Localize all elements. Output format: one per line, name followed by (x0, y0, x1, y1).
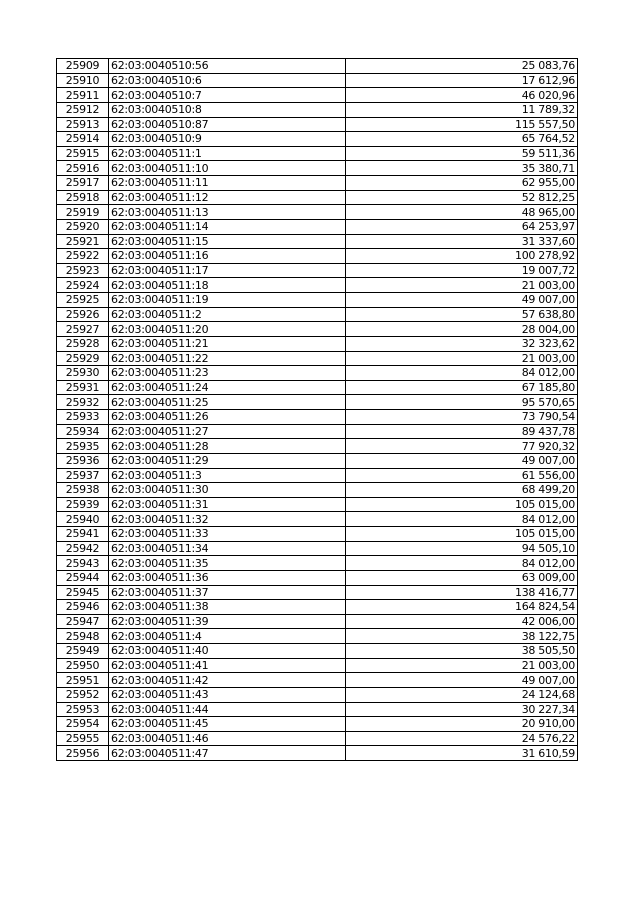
cadastral-value-cell: 63 009,00 (346, 570, 578, 585)
table-row (57, 278, 578, 293)
cadastral-number-cell: 62:03:0040511:16 (109, 249, 346, 264)
table-row (57, 717, 578, 732)
row-number-cell: 25948 (57, 629, 109, 644)
table-row (57, 453, 578, 468)
cadastral-number-cell: 62:03:0040511:36 (109, 570, 346, 585)
row-number-cell: 25947 (57, 614, 109, 629)
cadastral-value-cell: 38 505,50 (346, 644, 578, 659)
row-number-cell: 25928 (57, 336, 109, 351)
cadastral-value-cell: 25 083,76 (346, 59, 578, 74)
cadastral-value-cell: 19 007,72 (346, 263, 578, 278)
row-number-cell: 25934 (57, 424, 109, 439)
cadastral-value-cell: 77 920,32 (346, 439, 578, 454)
cadastral-number-cell: 62:03:0040511:26 (109, 410, 346, 425)
cadastral-value-cell: 49 007,00 (346, 673, 578, 688)
table-row (57, 731, 578, 746)
cadastral-value-table (56, 58, 578, 761)
cadastral-number-cell: 62:03:0040511:21 (109, 336, 346, 351)
cadastral-number-cell: 62:03:0040510:8 (109, 102, 346, 117)
table-row (57, 556, 578, 571)
cadastral-number-cell: 62:03:0040511:10 (109, 161, 346, 176)
row-number-cell: 25950 (57, 658, 109, 673)
row-number-cell: 25949 (57, 644, 109, 659)
row-number-cell: 25918 (57, 190, 109, 205)
table-row (57, 234, 578, 249)
cadastral-value-cell: 95 570,65 (346, 395, 578, 410)
row-number-cell: 25953 (57, 702, 109, 717)
row-number-cell: 25952 (57, 687, 109, 702)
table-row (57, 629, 578, 644)
row-number-cell: 25929 (57, 351, 109, 366)
cadastral-value-cell: 52 812,25 (346, 190, 578, 205)
cadastral-value-cell: 105 015,00 (346, 497, 578, 512)
row-number-cell: 25938 (57, 483, 109, 498)
cadastral-number-cell: 62:03:0040511:13 (109, 205, 346, 220)
table-row (57, 483, 578, 498)
row-number-cell: 25925 (57, 293, 109, 308)
table-row (57, 293, 578, 308)
table-row (57, 468, 578, 483)
row-number-cell: 25927 (57, 322, 109, 337)
table-row (57, 585, 578, 600)
cadastral-number-cell: 62:03:0040511:20 (109, 322, 346, 337)
table-row (57, 541, 578, 556)
cadastral-value-cell: 30 227,34 (346, 702, 578, 717)
table-row (57, 190, 578, 205)
row-number-cell: 25944 (57, 570, 109, 585)
cadastral-number-cell: 62:03:0040511:37 (109, 585, 346, 600)
table-row (57, 219, 578, 234)
row-number-cell: 25955 (57, 731, 109, 746)
cadastral-value-cell: 164 824,54 (346, 600, 578, 615)
cadastral-value-cell: 32 323,62 (346, 336, 578, 351)
table-row (57, 395, 578, 410)
cadastral-number-cell: 62:03:0040511:23 (109, 366, 346, 381)
row-number-cell: 25931 (57, 380, 109, 395)
cadastral-number-cell: 62:03:0040511:42 (109, 673, 346, 688)
table-row (57, 424, 578, 439)
cadastral-value-cell: 84 012,00 (346, 512, 578, 527)
cadastral-number-cell: 62:03:0040511:24 (109, 380, 346, 395)
table-row (57, 117, 578, 132)
row-number-cell: 25922 (57, 249, 109, 264)
cadastral-value-cell: 28 004,00 (346, 322, 578, 337)
row-number-cell: 25946 (57, 600, 109, 615)
cadastral-number-cell: 62:03:0040511:35 (109, 556, 346, 571)
row-number-cell: 25933 (57, 410, 109, 425)
cadastral-number-cell: 62:03:0040511:45 (109, 717, 346, 732)
cadastral-value-cell: 21 003,00 (346, 278, 578, 293)
cadastral-value-cell: 31 610,59 (346, 746, 578, 761)
cadastral-value-cell: 67 185,80 (346, 380, 578, 395)
cadastral-number-cell: 62:03:0040511:28 (109, 439, 346, 454)
row-number-cell: 25920 (57, 219, 109, 234)
table-row (57, 88, 578, 103)
table-row (57, 687, 578, 702)
cadastral-number-cell: 62:03:0040511:34 (109, 541, 346, 556)
cadastral-number-cell: 62:03:0040511:4 (109, 629, 346, 644)
row-number-cell: 25915 (57, 146, 109, 161)
cadastral-value-cell: 38 122,75 (346, 629, 578, 644)
row-number-cell: 25917 (57, 176, 109, 191)
cadastral-number-cell: 62:03:0040511:1 (109, 146, 346, 161)
table-row (57, 73, 578, 88)
table-row (57, 380, 578, 395)
cadastral-number-cell: 62:03:0040510:9 (109, 132, 346, 147)
row-number-cell: 25954 (57, 717, 109, 732)
cadastral-number-cell: 62:03:0040511:46 (109, 731, 346, 746)
table-row (57, 366, 578, 381)
cadastral-number-cell: 62:03:0040511:17 (109, 263, 346, 278)
row-number-cell: 25942 (57, 541, 109, 556)
row-number-cell: 25912 (57, 102, 109, 117)
cadastral-value-cell: 84 012,00 (346, 556, 578, 571)
table-row (57, 205, 578, 220)
row-number-cell: 25926 (57, 307, 109, 322)
cadastral-number-cell: 62:03:0040511:11 (109, 176, 346, 191)
row-number-cell: 25911 (57, 88, 109, 103)
row-number-cell: 25937 (57, 468, 109, 483)
table-row (57, 263, 578, 278)
row-number-cell: 25923 (57, 263, 109, 278)
cadastral-value-cell: 57 638,80 (346, 307, 578, 322)
table-row (57, 614, 578, 629)
row-number-cell: 25941 (57, 527, 109, 542)
cadastral-value-cell: 46 020,96 (346, 88, 578, 103)
table-row (57, 702, 578, 717)
table-row (57, 146, 578, 161)
cadastral-value-cell: 11 789,32 (346, 102, 578, 117)
table-row (57, 249, 578, 264)
row-number-cell: 25956 (57, 746, 109, 761)
cadastral-number-cell: 62:03:0040511:40 (109, 644, 346, 659)
row-number-cell: 25943 (57, 556, 109, 571)
cadastral-number-cell: 62:03:0040511:38 (109, 600, 346, 615)
cadastral-number-cell: 62:03:0040510:6 (109, 73, 346, 88)
cadastral-value-cell: 59 511,36 (346, 146, 578, 161)
cadastral-number-cell: 62:03:0040511:19 (109, 293, 346, 308)
table-row (57, 497, 578, 512)
row-number-cell: 25913 (57, 117, 109, 132)
cadastral-number-cell: 62:03:0040511:47 (109, 746, 346, 761)
table-row (57, 410, 578, 425)
table-row (57, 161, 578, 176)
cadastral-value-cell: 42 006,00 (346, 614, 578, 629)
cadastral-number-cell: 62:03:0040511:41 (109, 658, 346, 673)
cadastral-number-cell: 62:03:0040511:44 (109, 702, 346, 717)
table-row (57, 673, 578, 688)
cadastral-number-cell: 62:03:0040511:14 (109, 219, 346, 234)
cadastral-value-cell: 94 505,10 (346, 541, 578, 556)
table-body (57, 59, 578, 761)
cadastral-number-cell: 62:03:0040511:30 (109, 483, 346, 498)
cadastral-value-cell: 49 007,00 (346, 453, 578, 468)
cadastral-number-cell: 62:03:0040510:56 (109, 59, 346, 74)
cadastral-value-cell: 138 416,77 (346, 585, 578, 600)
cadastral-value-cell: 24 576,22 (346, 731, 578, 746)
cadastral-value-cell: 68 499,20 (346, 483, 578, 498)
cadastral-number-cell: 62:03:0040511:39 (109, 614, 346, 629)
cadastral-value-cell: 64 253,97 (346, 219, 578, 234)
cadastral-number-cell: 62:03:0040511:3 (109, 468, 346, 483)
table-row (57, 351, 578, 366)
row-number-cell: 25936 (57, 453, 109, 468)
table-row (57, 102, 578, 117)
cadastral-value-cell: 105 015,00 (346, 527, 578, 542)
cadastral-number-cell: 62:03:0040511:22 (109, 351, 346, 366)
cadastral-number-cell: 62:03:0040511:25 (109, 395, 346, 410)
cadastral-value-cell: 65 764,52 (346, 132, 578, 147)
table-row (57, 746, 578, 761)
cadastral-number-cell: 62:03:0040511:18 (109, 278, 346, 293)
row-number-cell: 25932 (57, 395, 109, 410)
cadastral-value-cell: 21 003,00 (346, 351, 578, 366)
cadastral-number-cell: 62:03:0040511:27 (109, 424, 346, 439)
row-number-cell: 25919 (57, 205, 109, 220)
row-number-cell: 25951 (57, 673, 109, 688)
table-row (57, 527, 578, 542)
row-number-cell: 25921 (57, 234, 109, 249)
cadastral-value-cell: 24 124,68 (346, 687, 578, 702)
table-row (57, 512, 578, 527)
table-row (57, 132, 578, 147)
cadastral-value-cell: 89 437,78 (346, 424, 578, 439)
table-row (57, 307, 578, 322)
row-number-cell: 25909 (57, 59, 109, 74)
cadastral-value-cell: 20 910,00 (346, 717, 578, 732)
cadastral-number-cell: 62:03:0040511:43 (109, 687, 346, 702)
row-number-cell: 25945 (57, 585, 109, 600)
row-number-cell: 25930 (57, 366, 109, 381)
cadastral-number-cell: 62:03:0040511:15 (109, 234, 346, 249)
cadastral-value-cell: 115 557,50 (346, 117, 578, 132)
table-row (57, 176, 578, 191)
cadastral-value-cell: 21 003,00 (346, 658, 578, 673)
table-row (57, 322, 578, 337)
row-number-cell: 25935 (57, 439, 109, 454)
row-number-cell: 25939 (57, 497, 109, 512)
cadastral-value-cell: 35 380,71 (346, 161, 578, 176)
table-row (57, 658, 578, 673)
table-row (57, 59, 578, 74)
row-number-cell: 25914 (57, 132, 109, 147)
cadastral-number-cell: 62:03:0040511:29 (109, 453, 346, 468)
cadastral-number-cell: 62:03:0040511:31 (109, 497, 346, 512)
cadastral-value-cell: 61 556,00 (346, 468, 578, 483)
cadastral-value-cell: 62 955,00 (346, 176, 578, 191)
cadastral-number-cell: 62:03:0040510:87 (109, 117, 346, 132)
row-number-cell: 25910 (57, 73, 109, 88)
row-number-cell: 25916 (57, 161, 109, 176)
cadastral-value-cell: 17 612,96 (346, 73, 578, 88)
cadastral-value-cell: 49 007,00 (346, 293, 578, 308)
row-number-cell: 25940 (57, 512, 109, 527)
table-row (57, 336, 578, 351)
cadastral-number-cell: 62:03:0040511:32 (109, 512, 346, 527)
cadastral-value-cell: 84 012,00 (346, 366, 578, 381)
cadastral-value-cell: 48 965,00 (346, 205, 578, 220)
table-row (57, 439, 578, 454)
cadastral-number-cell: 62:03:0040511:12 (109, 190, 346, 205)
cadastral-value-cell: 31 337,60 (346, 234, 578, 249)
table-row (57, 570, 578, 585)
cadastral-number-cell: 62:03:0040511:33 (109, 527, 346, 542)
table-row (57, 644, 578, 659)
cadastral-number-cell: 62:03:0040511:2 (109, 307, 346, 322)
table-row (57, 600, 578, 615)
cadastral-value-cell: 100 278,92 (346, 249, 578, 264)
row-number-cell: 25924 (57, 278, 109, 293)
cadastral-number-cell: 62:03:0040510:7 (109, 88, 346, 103)
cadastral-value-cell: 73 790,54 (346, 410, 578, 425)
